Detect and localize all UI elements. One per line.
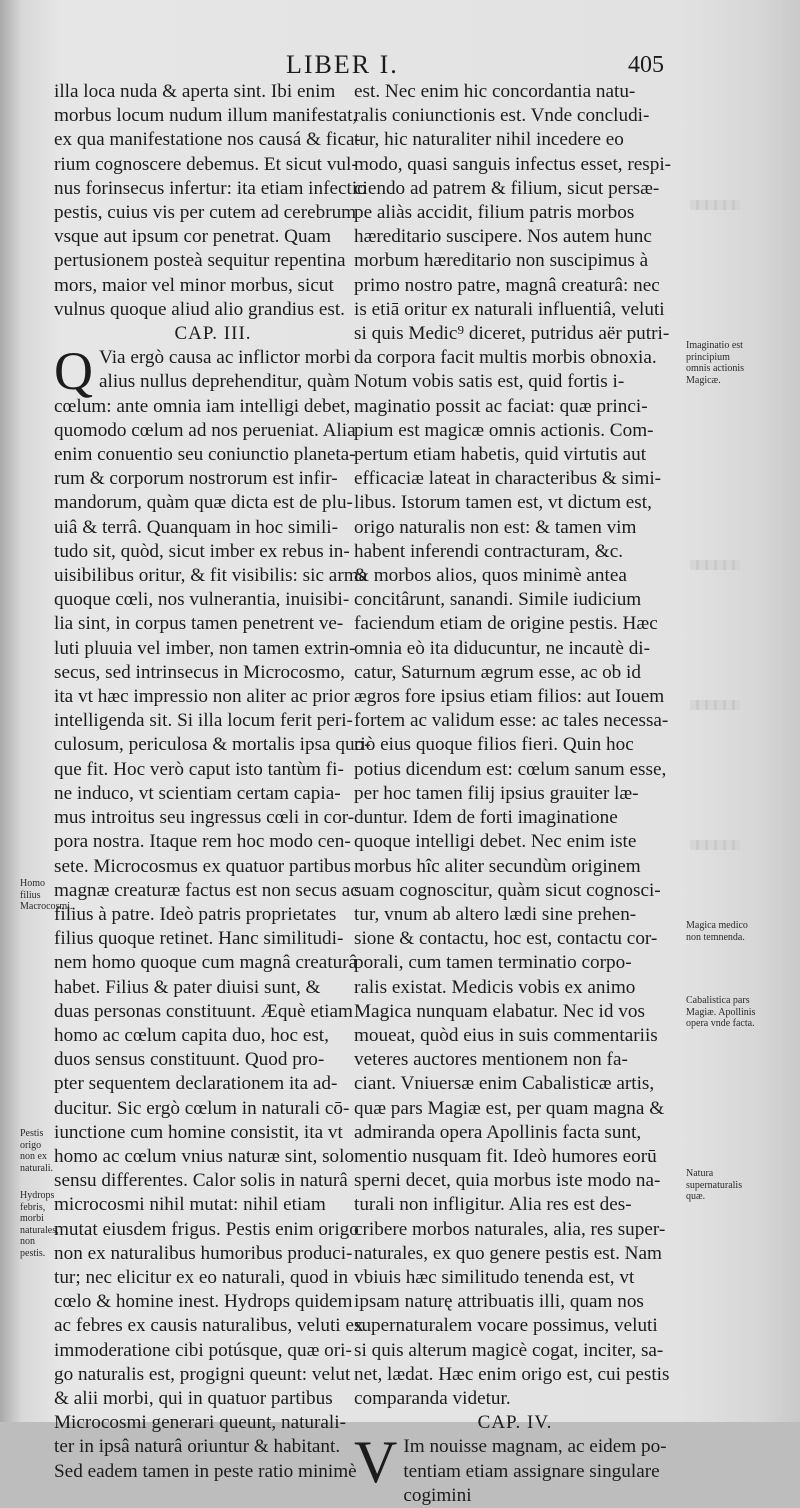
- text-line: ægros fore ipsius etiam filios: aut Iouem: [354, 686, 665, 708]
- bleed-through-mark: [690, 560, 740, 570]
- text-line: lia sint, in corpus tamen penetrent ve-: [54, 613, 344, 635]
- text-line: vulnus quoque aliud alio grandius est.: [54, 298, 345, 320]
- text-line: si quis alterum magicè cogat, inciter, sa-: [354, 1339, 664, 1361]
- text-line: alius nullus deprehenditur, quàm: [99, 371, 350, 393]
- left-column: [54, 80, 372, 1484]
- left-top-paragraph: [54, 80, 372, 322]
- text-line: ita vt hæc impressio non aliter ac prior: [54, 686, 350, 708]
- text-line: catur, Saturnum ægrum esse, ac ob id: [354, 661, 641, 683]
- text-line: Magica nunquam elabatur. Nec id vos: [354, 1000, 645, 1022]
- text-line: & morbos alios, quos minimè antea: [354, 565, 627, 587]
- text-line: tentiam etiam assignare singulare: [403, 1460, 660, 1482]
- text-line: mus introitus seu ingressus cœli in cor-: [54, 807, 355, 829]
- text-line: per hoc tamen filij ipsius grauiter læ-: [354, 782, 639, 804]
- text-line: homo ac cœlum capita duo, hoc est,: [54, 1024, 329, 1046]
- text-line: pe aliàs accidit, filium patris morbos: [354, 202, 635, 224]
- text-line: libus. Istorum tamen est, vt dictum est,: [354, 492, 652, 514]
- text-line: iunctione cum homine consistit, ita vt: [54, 1121, 343, 1143]
- text-line: omnia eò ita diducuntur, ne incautè di-: [354, 637, 651, 659]
- text-line: illa loca nuda & aperta sint. Ibi enim: [54, 81, 336, 102]
- text-line: ex qua manifestatione nos causá & fica-: [54, 129, 361, 151]
- right-column: [354, 80, 676, 1508]
- text-line: homo ac cœlum vnius naturæ sint, solo: [54, 1145, 355, 1167]
- text-line: cogimini: [403, 1484, 472, 1506]
- text-line: Via ergò causa ac inflictor morbi: [99, 347, 351, 369]
- text-line: quomodo cœlum ad nos perueniat. Alia: [54, 419, 356, 441]
- text-line: pium est magicæ omnis actionis. Com-: [354, 419, 654, 441]
- text-line: sperni decet, quia morbus iste modo na-: [354, 1170, 661, 1192]
- text-line: ciant. Vniuersæ enim Cabalisticæ artis,: [354, 1073, 655, 1095]
- bleed-through-mark: [690, 200, 740, 210]
- text-line: filius à patre. Ideò patris proprietates: [54, 903, 337, 925]
- text-line: turali non infligitur. Alia res est des-: [354, 1194, 632, 1216]
- text-line: enim conuentio seu coniunctio planeta-: [54, 444, 356, 466]
- text-line: pertum etiam habetis, quid virtutis aut: [354, 444, 647, 466]
- text-line: morbus hîc aliter secundùm originem: [354, 855, 641, 877]
- text-line: go naturalis est, progigni queunt: velut: [54, 1363, 351, 1385]
- margin-note-homo-filius: Homo filius Macrocosmi.: [20, 878, 73, 912]
- margin-note-imaginatio: Imaginatio est principium omnis actionis Magicæ.: [686, 340, 745, 386]
- text-line: ciendo ad patrem & filium, sicut persæ-: [354, 177, 660, 199]
- text-line: uiâ & terrâ. Quanquam in hoc simili-: [54, 516, 339, 538]
- running-header: [0, 50, 800, 84]
- text-line: origo naturalis non est: & tamen vim: [354, 516, 637, 538]
- text-line: que fit. Hoc verò caput isto tantùm fi-: [54, 758, 344, 780]
- text-line: vsque aut ipsum cor penetrat. Quam: [54, 226, 332, 248]
- text-line: nus forinsecus infertur: ita etiam infectio: [54, 177, 367, 199]
- text-line: uisibilibus oritur, & fit visibilis: sic arma: [54, 565, 368, 587]
- text-line: veteres auctores mentionem non fa-: [354, 1049, 628, 1071]
- text-line: nem homo quoque cum magnâ creaturâ: [54, 952, 358, 974]
- margin-note-natura-super: Natura supernaturalis quæ.: [686, 1168, 743, 1202]
- text-line: tur, vnum ab altero lædi sine prehen-: [354, 903, 637, 925]
- text-line: suam cognoscitur, quàm sicut cognosci-: [354, 879, 661, 901]
- text-line: potius dicendum est: cœlum sanum esse,: [354, 758, 667, 780]
- text-line: & alii morbi, qui in quatuor partibus: [54, 1387, 333, 1409]
- text-line: cœlo & homine inest. Hydrops quidem: [54, 1291, 353, 1313]
- text-line: net, lædat. Hæc enim origo est, cui pestis: [354, 1363, 670, 1385]
- text-line: microcosmi nihil mutat: nihil etiam: [54, 1194, 326, 1216]
- text-line: morbum hæreditario non suscipimus à: [354, 250, 649, 272]
- text-line: non ex naturalibus humoribus produci-: [54, 1242, 353, 1264]
- text-line: modo, quasi sanguis infectus esset, respi-: [354, 153, 672, 175]
- text-line: concitârunt, sanandi. Simile iudicium: [354, 589, 642, 611]
- bleed-through-mark: [690, 700, 740, 710]
- text-line: ipsam naturę attribuatis illi, quam nos: [354, 1291, 644, 1313]
- text-line: secus, sed intrinsecus in Microcosmo,: [54, 661, 345, 683]
- text-line: duos sensus constituunt. Quod pro-: [54, 1049, 325, 1071]
- text-line: porali, cum tamen terminatio corpo-: [354, 952, 632, 974]
- margin-note-pestis-origo: Pestis origo non ex naturali.: [20, 1128, 54, 1174]
- text-line: supernaturalem vocare possimus, veluti: [354, 1315, 658, 1337]
- text-line: mandorum, quàm quæ dicta est de plu-: [54, 492, 353, 514]
- text-line: mors, maior vel minor morbus, sicut: [54, 274, 334, 296]
- drop-cap: Q: [54, 341, 93, 402]
- right-body-paragraph: [354, 80, 676, 1411]
- text-line: quæ pars Magiæ est, per quam magna &: [354, 1097, 665, 1119]
- bleed-through-mark: [690, 840, 740, 850]
- page-number: 405: [628, 52, 664, 78]
- text-line: est. Nec enim hic concordantia natu-: [354, 81, 636, 102]
- text-line: primo nostro patre, magnâ creaturâ: nec: [354, 274, 660, 296]
- text-line: admiranda opera Apollinis facta sunt,: [354, 1121, 642, 1143]
- text-line: Sed eadem tamen in peste ratio minimè: [54, 1460, 357, 1482]
- text-line: sione & contactu, hoc est, contactu cor-: [354, 928, 658, 950]
- text-line: luti pluuia vel imber, non tamen extrin-: [54, 637, 356, 659]
- text-line: duas personas constituunt. Æquè etiam: [54, 1000, 353, 1022]
- margin-note-magica-medico: Magica medico non temnenda.: [686, 920, 748, 943]
- text-line: ralis existat. Medicis vobis ex animo: [354, 976, 636, 998]
- text-line: vbiuis hæc similitudo tenenda est, vt: [354, 1266, 635, 1288]
- text-line: riò eius quoque filios fieri. Quin hoc: [354, 734, 634, 756]
- left-body-paragraph: [54, 341, 372, 1484]
- text-line: sete. Microcosmus ex quatuor partibus: [54, 855, 351, 877]
- text-line: habent inferendi contracturam, &c.: [354, 540, 624, 562]
- text-line: sensu differentes. Calor solis in naturâ: [54, 1170, 348, 1192]
- running-title: LIBER I.: [286, 50, 399, 79]
- text-line: ralis coniunctionis est. Vnde concludi-: [354, 105, 650, 127]
- text-line: tudo sit, quòd, sicut imber ex rebus in-: [54, 540, 350, 562]
- text-line: si quis Medic⁹ diceret, putridus aër putri-: [354, 323, 670, 345]
- text-line: ne induco, vt scientiam certam capia-: [54, 782, 341, 804]
- text-line: mutat eiusdem frigus. Pestis enim origo: [54, 1218, 359, 1240]
- text-line: quoque cœli, nos vulnerantia, inuisibi-: [54, 589, 350, 611]
- text-line: cribere morbos naturales, alia, res super-: [354, 1218, 666, 1240]
- text-line: moueat, quòd eius in suis commentariis: [354, 1024, 658, 1046]
- margin-note-cabalistica: Cabalistica pars Magiæ. Apollinis opera vnde facta.: [686, 995, 756, 1029]
- chapter-heading-4: CAP. IV.: [477, 1412, 553, 1434]
- text-line: tur, hic naturaliter nihil incedere eo: [354, 129, 624, 151]
- text-line: rium cognoscere debemus. Et sicut vul-: [54, 153, 358, 175]
- text-line: ducitur. Sic ergò cœlum in naturali cō-: [54, 1097, 350, 1119]
- text-line: culosum, periculosa & mortalis ipsa quo-: [54, 734, 371, 756]
- text-line: ac febres ex causis naturalibus, veluti ex: [54, 1315, 364, 1337]
- text-line: intelligenda sit. Si illa locum ferit peri-: [54, 710, 353, 732]
- margin-note-hydrops: Hydrops febris, morbi naturales, non pestis.: [20, 1190, 59, 1259]
- text-line: ter in ipsâ naturâ oriuntur & habitant.: [54, 1436, 341, 1458]
- text-line: quoque intelligi debet. Nec enim iste: [354, 831, 637, 853]
- text-line: filius quoque retinet. Hanc similitudi-: [54, 928, 344, 950]
- drop-cap-v: V: [354, 1429, 398, 1496]
- text-line: da corpora facit multis morbis obnoxia.: [354, 347, 657, 369]
- text-line: cœlum: ante omnia iam intelligi debet,: [54, 395, 351, 417]
- text-line: pora nostra. Itaque rem hoc modo cen-: [54, 831, 351, 853]
- text-line: Notum vobis satis est, quid fortis i-: [354, 371, 625, 393]
- text-line: rum & corporum nostrorum est infir-: [54, 468, 338, 490]
- text-line: naturales, ex quo genere pestis est. Nam: [354, 1242, 662, 1264]
- text-line: tur; nec elicitur ex eo naturali, quod in: [54, 1266, 349, 1288]
- text-line: efficaciæ lateat in characteribus & simi-: [354, 468, 662, 490]
- text-line: fortem ac validum esse: ac tales necessa-: [354, 710, 669, 732]
- text-line: hæreditario suscipere. Nos autem hunc: [354, 226, 652, 248]
- text-line: Microcosmi generari queunt, naturali-: [54, 1412, 346, 1434]
- text-line: pestis, cuius vis per cutem ad cerebrum: [54, 202, 357, 224]
- text-line: pertusionem posteà sequitur repentina: [54, 250, 346, 272]
- text-line: magnæ creaturæ factus est non secus ac: [54, 879, 359, 901]
- text-line: morbus locum nudum illum manifestat,: [54, 105, 358, 127]
- text-line: faciendum etiam de origine pestis. Hæc: [354, 613, 658, 635]
- text-line: comparanda videtur.: [354, 1387, 511, 1409]
- text-line: maginatio possit ac faciat: quæ princi-: [354, 395, 648, 417]
- right-end-paragraph: [354, 1429, 676, 1508]
- text-line: Im nouisse magnam, ac eidem po-: [403, 1436, 667, 1458]
- text-line: is etiā oritur ex naturali influentiâ, veluti: [354, 298, 665, 320]
- text-line: immoderatione cibi potúsque, quæ ori-: [54, 1339, 352, 1361]
- text-line: mentio nusquam fit. Ideò humores eorū: [354, 1145, 657, 1167]
- text-line: duntur. Idem de forti imaginatione: [354, 807, 618, 829]
- chapter-heading-3: CAP. III.: [174, 323, 252, 345]
- text-line: habet. Filius & pater diuisi sunt, &: [54, 976, 321, 998]
- text-line: pter sequentem declarationem ita ad-: [54, 1073, 338, 1095]
